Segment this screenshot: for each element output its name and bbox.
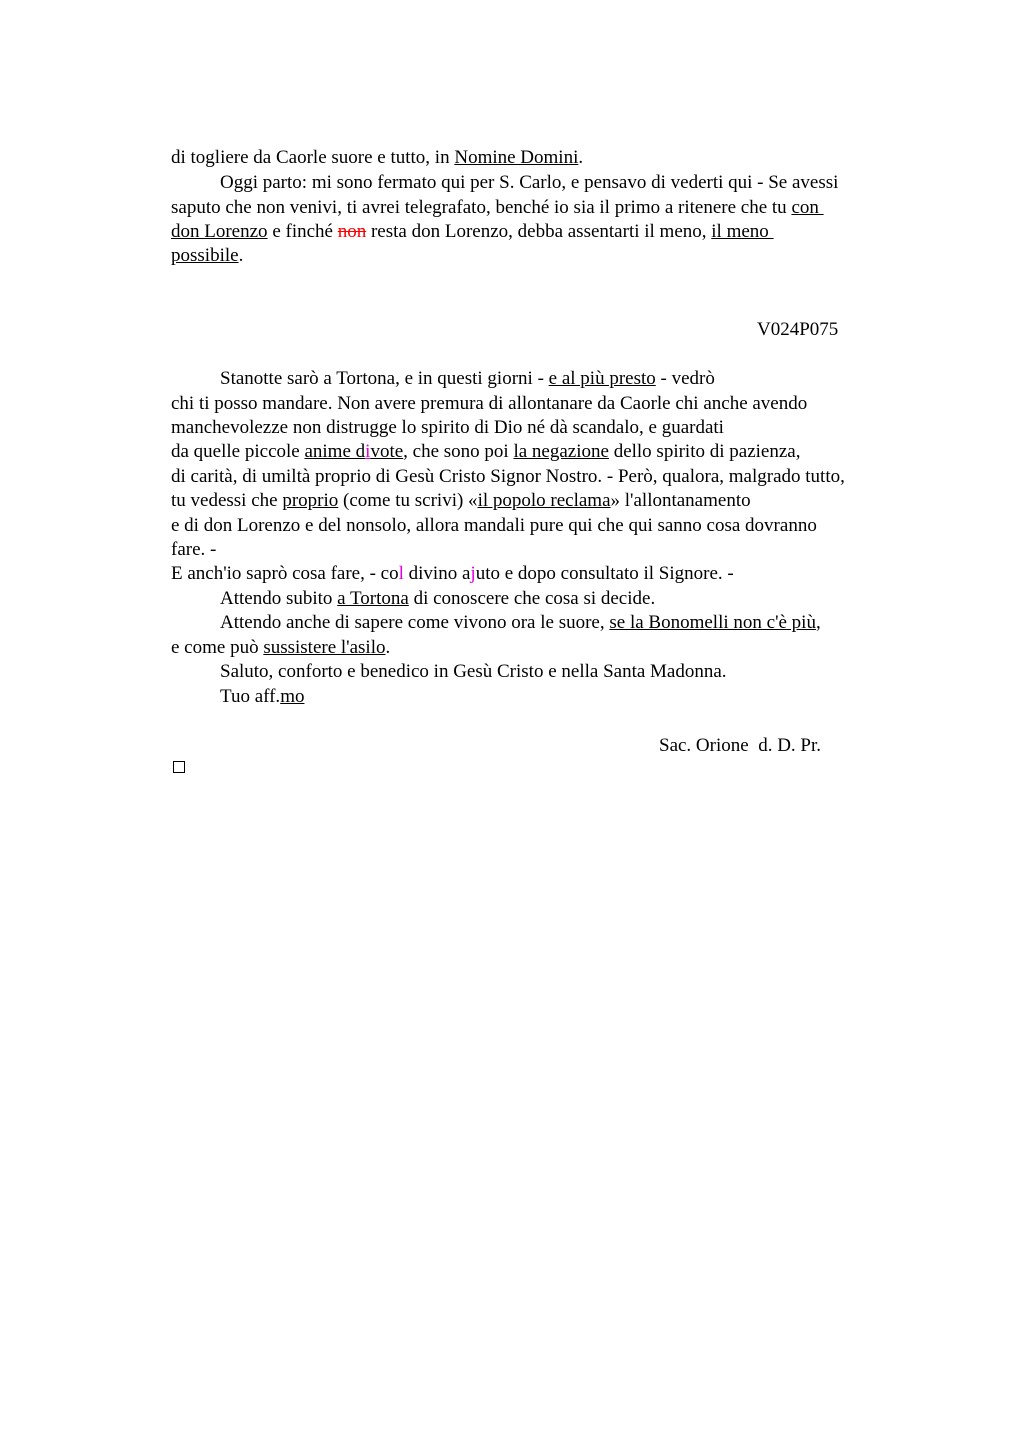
text-run: dello spirito di pazienza, <box>608 441 801 462</box>
text-run: e come può <box>171 637 264 658</box>
text-run: saputo che non venivi, ti avrei telegrafato, benché io sia il primo a ritenere che tu <box>171 197 792 218</box>
text-line <box>171 440 800 464</box>
text-line <box>171 514 817 538</box>
text-line <box>171 489 751 513</box>
text-run: Tuo aff. <box>220 686 281 707</box>
text-line <box>171 538 216 562</box>
text-run: E anch'io saprò cosa fare, - co <box>171 563 399 584</box>
text-line <box>220 611 821 635</box>
text-run: Attendo subito <box>220 588 338 609</box>
text-run: Attendo anche di sapere come vivono ora le suore, <box>220 612 610 633</box>
text-run: di conoscere che cosa si decide. <box>408 588 656 609</box>
signature: Sac. Orione d. D. Pr. <box>659 735 822 756</box>
underlined-text: a Tortona <box>337 588 409 609</box>
text-line <box>220 660 727 684</box>
text-run: Oggi parto: mi sono fermato qui per S. Carlo, e pensavo di vederti qui - Se avessi <box>220 172 839 193</box>
text-line <box>220 685 304 709</box>
underlined-text: il meno <box>711 221 774 242</box>
text-line <box>171 416 724 440</box>
underlined-text: e al più presto <box>548 368 656 389</box>
text-run: manchevolezze non distrugge lo spirito di Dio né dà scandalo, e guardati <box>171 417 724 438</box>
underlined-text: se la Bonomelli non c'è più <box>609 612 816 633</box>
page-code: V024P075 <box>757 319 839 340</box>
text-line <box>171 562 734 586</box>
text-line <box>171 146 583 170</box>
text-line <box>220 587 655 611</box>
text-run: , che sono poi <box>403 441 514 462</box>
underlined-text: mo <box>280 686 305 707</box>
highlighted-letter: i <box>365 441 371 462</box>
text-line <box>171 196 824 220</box>
text-run: . <box>578 147 584 168</box>
text-run: di togliere da Caorle suore e tutto, in <box>171 147 455 168</box>
text-run: tu vedessi che <box>171 490 283 511</box>
underlined-text: don Lorenzo <box>171 221 268 242</box>
text-run: uto e dopo consultato il Signore. - <box>475 563 734 584</box>
text-run: fare. - <box>171 539 217 560</box>
underlined-text: il popolo reclama <box>477 490 611 511</box>
underlined-text: sussistere l'asilo <box>263 637 386 658</box>
underlined-text: la negazione <box>513 441 609 462</box>
text-run: di carità, di umiltà proprio di Gesù Cristo Signor Nostro. - Però, qualora, malgrado tutto, <box>171 466 845 487</box>
text-run: Saluto, conforto e benedico in Gesù Cristo e nella Santa Madonna. <box>220 661 727 682</box>
text-line <box>171 244 243 268</box>
text-line <box>171 465 845 489</box>
text-run: Stanotte sarò a Tortona, e in questi giorni - <box>220 368 549 389</box>
text-run: , <box>815 612 821 633</box>
underlined-text: proprio <box>282 490 339 511</box>
text-run: (come tu scrivi) « <box>338 490 478 511</box>
text-run: . <box>238 245 244 266</box>
text-run: » l'allontanamento <box>610 490 751 511</box>
text-line <box>220 367 715 391</box>
underlined-text: vote <box>370 441 404 462</box>
underlined-text: anime d <box>304 441 366 462</box>
deleted-text: non <box>337 221 367 242</box>
underlined-text: possibile <box>171 245 239 266</box>
text-run: chi ti posso mandare. Non avere premura di allontanare da Caorle chi anche avendo <box>171 393 808 414</box>
empty-box-icon <box>173 761 185 773</box>
text-run: resta don Lorenzo, debba assentarti il meno, <box>366 221 712 242</box>
text-run: da quelle piccole <box>171 441 305 462</box>
text-run: . <box>385 637 391 658</box>
highlighted-letter: l <box>398 563 404 584</box>
text-run: e di don Lorenzo e del nonsolo, allora mandali pure qui che qui sanno cosa dovranno <box>171 515 817 536</box>
text-run: - vedrò <box>655 368 715 389</box>
underlined-text: Nomine Domini <box>454 147 579 168</box>
underlined-text: con <box>791 197 824 218</box>
highlighted-letter: j <box>470 563 476 584</box>
text-run: divino a <box>403 563 471 584</box>
text-line <box>220 171 838 195</box>
text-line <box>171 220 774 244</box>
text-run: e finché <box>267 221 338 242</box>
text-line <box>171 392 807 416</box>
text-line <box>171 636 390 660</box>
